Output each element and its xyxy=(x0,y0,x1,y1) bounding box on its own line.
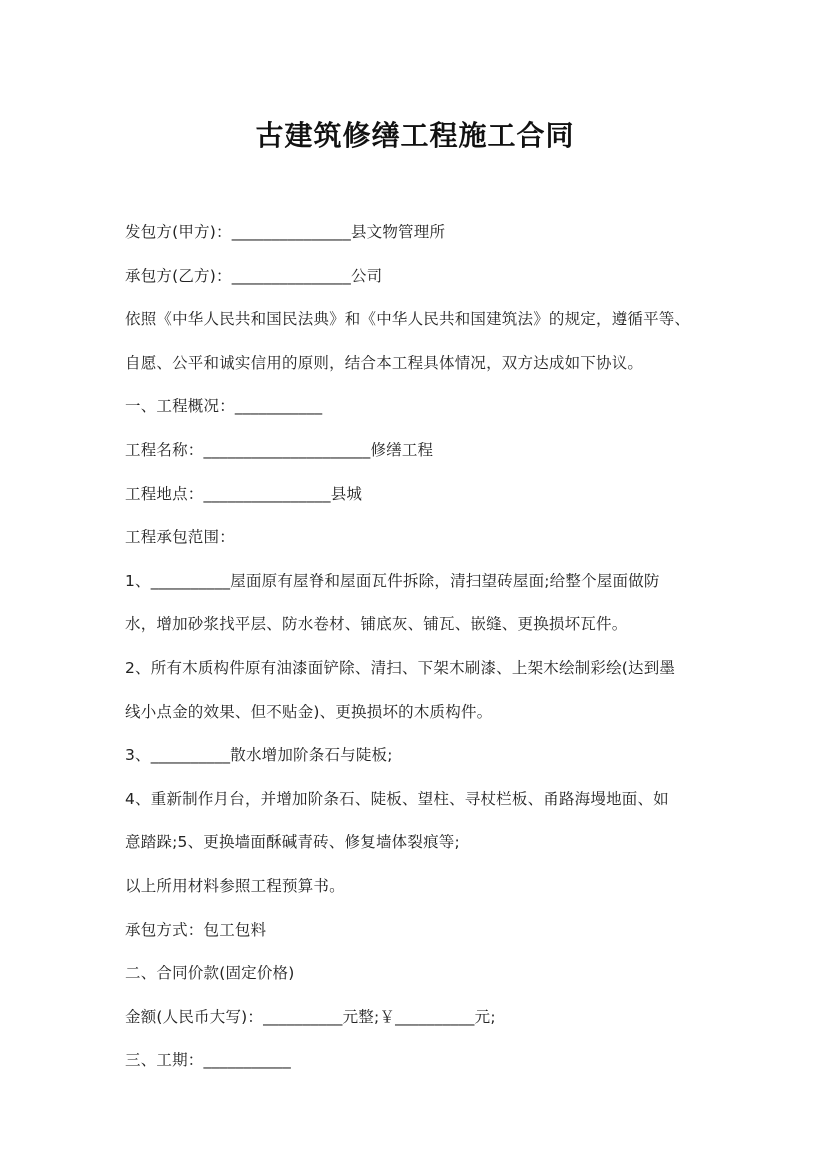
contract-line: 承包方式：包工包料 xyxy=(125,920,267,939)
contract-line: 承包方(乙方)：_______________公司 xyxy=(125,266,383,285)
contract-line: 水，增加砂浆找平层、防水卷材、铺底灰、铺瓦、嵌缝、更换损坏瓦件。 xyxy=(125,615,628,634)
contract-line: 4、重新制作月台，并增加阶条石、陡板、望柱、寻杖栏板、甬路海墁地面、如 xyxy=(125,789,669,808)
contract-line: 3、__________散水增加阶条石与陡板; xyxy=(125,746,393,765)
document-title: 古建筑修缮工程施工合同 xyxy=(255,119,575,152)
contract-line: 三、工期：___________ xyxy=(125,1051,291,1070)
contract-line: 工程承包范围： xyxy=(125,528,235,547)
contract-body xyxy=(125,220,725,1092)
contract-line: 线小点金的效果、但不贴金)、更换损坏的木质构件。 xyxy=(125,702,493,721)
contract-line: 以上所用材料参照工程预算书。 xyxy=(125,876,345,895)
contract-line: 工程名称：_____________________修缮工程 xyxy=(125,440,434,459)
contract-line: 发包方(甲方)：_______________县文物管理所 xyxy=(125,223,446,241)
contract-line: 1、__________屋面原有屋脊和屋面瓦件拆除，清扫望砖屋面;给整个屋面做防 xyxy=(125,571,660,590)
contract-line: 2、所有木质构件原有油漆面铲除、清扫、下架木刷漆、上架木绘制彩绘(达到墨 xyxy=(125,658,676,677)
contract-line: 自愿、公平和诚实信用的原则，结合本工程具体情况，双方达成如下协议。 xyxy=(125,353,644,372)
contract-line: 意踏跺;5、更换墙面酥碱青砖、修复墙体裂痕等; xyxy=(125,833,460,852)
contract-line: 工程地点：________________县城 xyxy=(125,484,363,503)
contract-line: 依照《中华人民共和国民法典》和《中华人民共和国建筑法》的规定，遵循平等、 xyxy=(125,310,691,329)
contract-line: 金额(人民币大写)：__________元整;￥__________元; xyxy=(125,1007,496,1026)
contract-line: 一、工程概况：___________ xyxy=(125,397,323,416)
contract-line: 二、合同价款(固定价格) xyxy=(125,964,295,983)
